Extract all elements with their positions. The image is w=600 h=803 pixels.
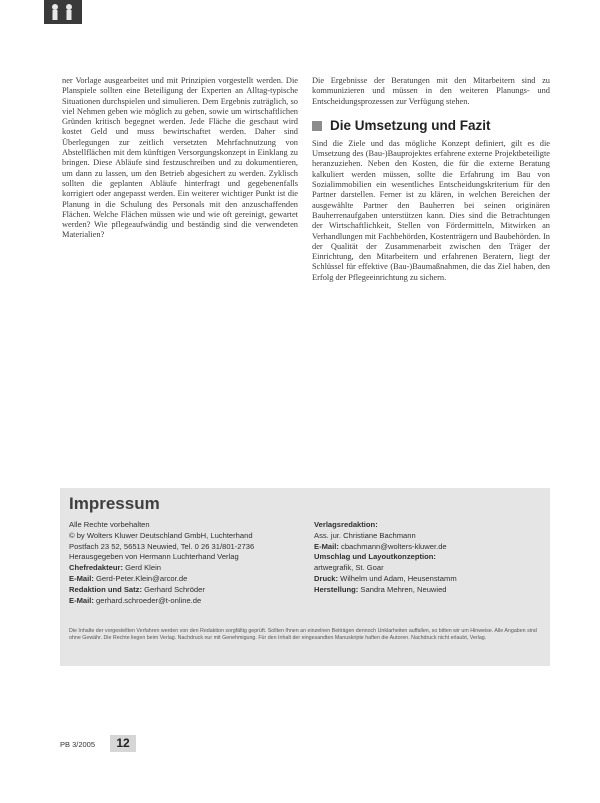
print-line bbox=[314, 574, 544, 585]
email-value: gerhard.schroeder@t-online.de bbox=[93, 595, 202, 605]
email-line bbox=[314, 542, 544, 553]
editorial-line bbox=[69, 585, 309, 596]
address-text: Postfach 23 52, 56513 Neuwied, Tel. 0 26 31/801-2736 bbox=[69, 541, 255, 551]
production-value: Sandra Mehren, Neuwied bbox=[358, 584, 447, 594]
issued-by-text: Herausgegeben von Hermann Luchterhand Verlag bbox=[69, 552, 239, 562]
layout-label: Umschlag und Layoutkonzeption: bbox=[314, 552, 436, 562]
email-value: Gerd-Peter.Klein@arcor.de bbox=[93, 573, 188, 583]
email-label: E-Mail: bbox=[69, 573, 94, 583]
impressum-note: Die Inhalte der vorgestellten Verfahren werden von den Redaktion sorgfältig geprüft. Sollten Ihnen an einzelnen Beiträgen dennoch Unklarheiten auffallen, so bitten wir um Hinweise. Alle Angaben sind ohne Gewähr. Die Rechte liegen beim Verlag. Nachdruck nur mit Genehmigung. Für den Inhalt der eingesandten Manuskripte haften die Autoren. Nachdruck nicht erlaubt, Verlag. bbox=[69, 628, 537, 642]
article-intro-paragraph: Die Ergebnisse der Beratungen mit den Mitarbeitern sind zu kommunizieren und müssen in den weiteren Planungs- und Entscheidungsprozessen zur Verfügung stehen. bbox=[312, 76, 550, 106]
impressum-right-column bbox=[314, 520, 544, 596]
chief-editor-line bbox=[69, 563, 309, 574]
publisher-text: © by Wolters Kluwer Deutschland GmbH, Luchterhand bbox=[69, 530, 253, 540]
article-paragraph: ner Vorlage ausgearbeitet und mit Prinzipien vorgestellt werden. Die Planspiele sollten eine Beteiligung der Experten an Alltag-typische Situationen durchspielen und simulieren. Dem Ergebnis zuträglich, so viel Nehmen geben wie möglich zu geben, sowie um wirtschaftlichen Gründen kritisch begegnet werden. Jede Fläche die geschaut wird kostet Geld und muss bewirtschaftet werden. Daher sind Überlegungen zur zeitlich versetzten Mehrfachnutzung von Abstellflächen mit dem künftigen Versorgungskonzept in Einklang zu bringen. Diese Abläufe sind festzuschreiben und zu dokumentieren, um dann zu lassen, um den Betrieb abgesichert zu werden. Zyklisch sollten die geplanten Abläufe hinterfragt und gegebenenfalls korrigiert oder angepasst werden. Ein weiterer wichtiger Punkt ist die Planung in die Schulung des Personals mit den anzuschaffenden Flächen. Welche Flächen müssen wie und wie oft gereinigt, gewartet werden? Wie pflegeaufwändig und beständig sind die verwendeten Materialien? bbox=[62, 76, 298, 240]
issue-label: PB 3/2005 bbox=[60, 740, 96, 749]
production-label: Herstellung: bbox=[314, 584, 359, 594]
chief-editor-label: Chefredakteur: bbox=[69, 563, 124, 573]
print-label: Druck: bbox=[314, 573, 339, 583]
editorial-value: Gerhard Schröder bbox=[142, 584, 205, 594]
article-right-column bbox=[312, 76, 550, 283]
layout-value: artwegrafik, St. Goar bbox=[314, 563, 384, 573]
chief-editor-value: Gerd Klein bbox=[123, 563, 162, 573]
article-left-column bbox=[62, 76, 298, 241]
impressum-title: Impressum bbox=[69, 494, 160, 513]
publisher-editorial-label: Verlagsredaktion: bbox=[314, 520, 378, 529]
section-heading bbox=[312, 119, 550, 133]
rights-text: Alle Rechte vorbehalten bbox=[69, 520, 150, 529]
impressum-box bbox=[60, 488, 550, 666]
email-label: E-Mail: bbox=[314, 541, 339, 551]
editorial-label: Redaktion und Satz: bbox=[69, 584, 142, 594]
email-line bbox=[69, 574, 309, 585]
section-square-icon bbox=[312, 121, 322, 131]
section-title: Die Umsetzung und Fazit bbox=[330, 117, 491, 133]
email-line bbox=[69, 596, 309, 607]
email-value: cbachmann@wolters-kluwer.de bbox=[338, 541, 447, 551]
page-number: 12 bbox=[110, 735, 136, 752]
impressum-left-column bbox=[69, 520, 309, 606]
email-label: E-Mail: bbox=[69, 595, 94, 605]
article-paragraph: Sind die Ziele und das mögliche Konzept definiert, gilt es die Umsetzung des (Bau-)Bauprojektes erfahrene externe Projektbeteiligte heranzuziehen. Neben den Kosten, die für die externe Beratung kalkuliert werden müssen, sollte die Erfahrung im Bau von Sozialimmobilien ein wesentliches Entscheidungskriterium für den Partner darstellen. Ferner ist zu klären, in welchen Bereichen der ausgewählte Partner den Bauherren bei seinen originären Bauherrenaufgaben unterstützen kann. Dies sind die Betrachtungen der Wirtschaftlichkeit, Stellen von Fördermitteln, Mitwirken an Verhandlungen mit Fachbehörden, Kostenträgern und Baubehörden. In der Qualität der Zusammenarbeit zwischen den Träger der Einrichtung, den Mitarbeitern und erfahrenen Beratern, liegt der Schlüssel für effektive (Bau-)Baumaßnahmen, die das Ziel haben, den Erfolg der Pflegeeinrichtung zu sichern. bbox=[312, 138, 550, 282]
print-value: Wilhelm und Adam, Heusenstamm bbox=[338, 573, 457, 583]
publisher-editorial-value: Ass. jur. Christiane Bachmann bbox=[314, 530, 416, 540]
magazine-logo-icon bbox=[44, 0, 82, 24]
production-line bbox=[314, 585, 544, 596]
